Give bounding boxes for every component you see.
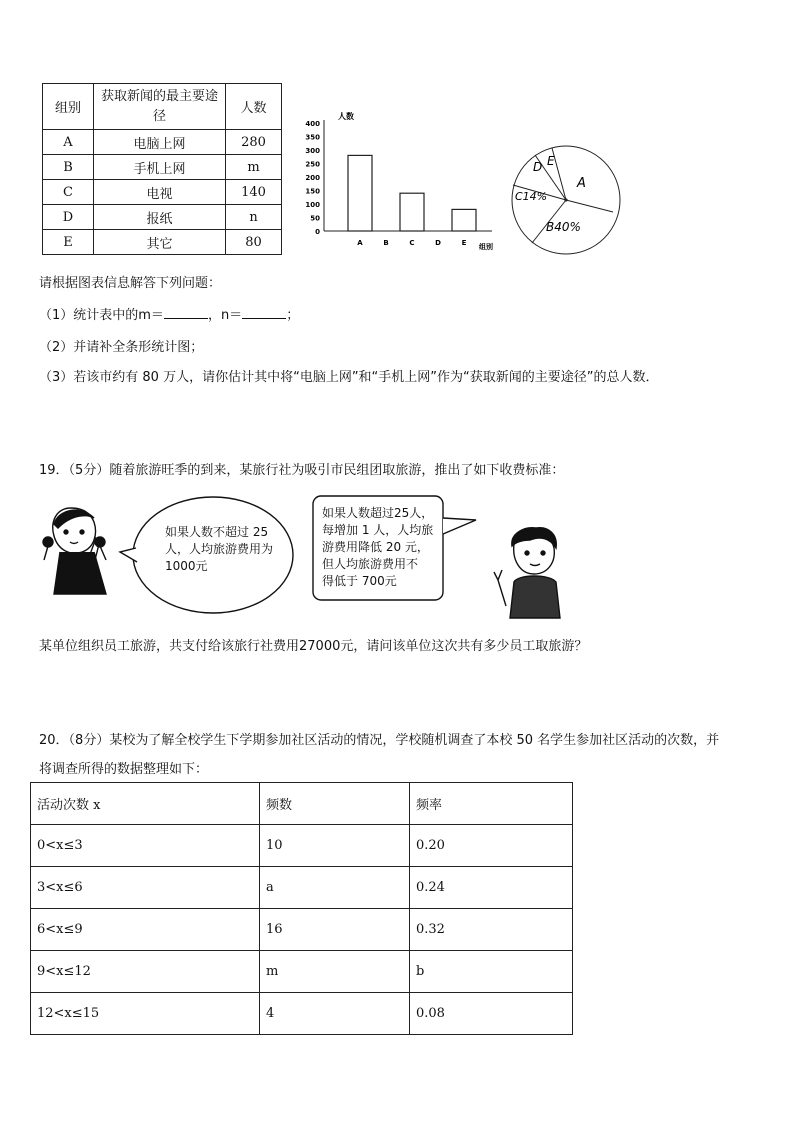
bar-c [400, 193, 424, 231]
table-cell: 其它 [94, 230, 226, 255]
answer-blank-n [242, 307, 286, 319]
table-cell: b [410, 951, 573, 993]
table-row [31, 993, 573, 1035]
table-row [43, 180, 282, 205]
table-cell: 电脑上网 [94, 130, 226, 155]
table-cell: 80 [226, 230, 282, 255]
y-tick-label: 200 [305, 174, 320, 182]
x-tick-label: C [409, 239, 415, 247]
bubble-line: 得低于 700元 [322, 574, 397, 588]
bar-a [348, 155, 372, 231]
pie-label-d: D [533, 160, 543, 174]
bubble-line: 游费用降低 20 元， [322, 540, 429, 554]
x-tick-label: D [435, 239, 441, 247]
q20-title-line2: 将调查所得的数据整理如下： [39, 762, 209, 777]
table-cell: 电视 [94, 180, 226, 205]
table-header-row [31, 783, 573, 825]
y-tick-label: 50 [310, 214, 320, 223]
q19-illustration [36, 490, 566, 625]
table-header-row [43, 84, 282, 130]
bubble-left-text [165, 524, 273, 575]
header-cell: 活动次数 x [31, 783, 260, 825]
y-axis-label: 人数 [338, 112, 354, 121]
header-cell: 频率 [410, 783, 573, 825]
pie-label-b: B40% [546, 220, 581, 234]
table-cell: 140 [226, 180, 282, 205]
y-tick-label: 400 [305, 120, 320, 128]
header-text: 获取新闻的最主要途 [100, 88, 218, 104]
table-row [43, 205, 282, 230]
bubble-line: 每增加 1 人，人均旅 [322, 523, 434, 537]
q19-question: 某单位组织员工旅游，共支付给该旅行社费用27000元，请问该单位这次共有多少员工取旅游？ [39, 639, 588, 654]
q18-part3: （3）若该市约有 80 万人，请你估计其中将“电脑上网”和“手机上网”作为“获取新闻的主要途径”的总人数． [39, 370, 659, 385]
table-cell: 10 [260, 825, 410, 867]
q18-part1-text: ； [286, 308, 300, 323]
bubble-right-text [322, 505, 433, 590]
header-text: 径 [152, 108, 166, 124]
boy-figure-icon [494, 528, 560, 618]
q18-part1-text: ，n＝ [207, 308, 243, 323]
table-cell: B [43, 155, 94, 180]
table-cell: A [43, 130, 94, 155]
table-cell: 0<x≤3 [31, 825, 260, 867]
speech-bubble-tail [443, 518, 476, 534]
q18-part2: （2）并请补全条形统计图； [39, 340, 204, 355]
table-cell: 0.20 [410, 825, 573, 867]
pie-center [564, 198, 567, 201]
table-cell: 3<x≤6 [31, 867, 260, 909]
header-cell: 组别 [43, 84, 94, 130]
x-axis-label: 组别 [479, 243, 493, 251]
pie-label-e: E [547, 154, 555, 168]
bubble-line: 1000元 [165, 559, 208, 573]
y-tick-label: 100 [305, 201, 320, 209]
pie-chart [508, 140, 624, 256]
table-cell: 0.08 [410, 993, 573, 1035]
q19-title: 19．（5分）随着旅游旺季的到来，某旅行社为吸引市民组团取旅游，推出了如下收费标准： [39, 463, 565, 478]
pie-label-a: A [577, 176, 586, 191]
table-cell: a [260, 867, 410, 909]
activity-frequency-table [30, 782, 573, 1035]
news-source-table [42, 83, 282, 255]
table-cell: m [226, 155, 282, 180]
header-cell: 频数 [260, 783, 410, 825]
pie-label-c: C14% [515, 190, 548, 203]
table-cell: 6<x≤9 [31, 909, 260, 951]
girl-figure-icon [43, 508, 106, 594]
bubble-line: 如果人数超过25人， [322, 506, 434, 520]
bar-chart [292, 108, 504, 256]
table-cell: 0.24 [410, 867, 573, 909]
bubble-line: 如果人数不超过 25 [165, 525, 269, 539]
q18-intro: 请根据图表信息解答下列问题： [39, 276, 222, 291]
x-tick-label: E [461, 239, 467, 247]
bubble-line: 但人均旅游费用不 [322, 557, 419, 571]
table-cell: 4 [260, 993, 410, 1035]
header-cell [94, 84, 226, 130]
table-row [31, 951, 573, 993]
table-cell: 16 [260, 909, 410, 951]
y-tick-label: 0 [315, 228, 320, 236]
bar-e [452, 209, 476, 231]
table-cell: m [260, 951, 410, 993]
table-cell: D [43, 205, 94, 230]
x-tick-label: B [383, 239, 389, 247]
table-row [43, 230, 282, 255]
bubble-line: 人，人均旅游费用为 [165, 542, 274, 556]
table-row [31, 825, 573, 867]
table-cell: n [226, 205, 282, 230]
table-row [43, 130, 282, 155]
table-cell: 手机上网 [94, 155, 226, 180]
table-row [31, 909, 573, 951]
table-cell: C [43, 180, 94, 205]
speech-bubble-tail [120, 548, 137, 562]
x-tick-label: A [357, 239, 363, 247]
table-cell: 报纸 [94, 205, 226, 230]
table-cell: 280 [226, 130, 282, 155]
y-tick-label: 150 [305, 187, 320, 196]
y-tick-label: 250 [305, 160, 320, 169]
table-row [31, 867, 573, 909]
table-cell: E [43, 230, 94, 255]
table-row [43, 155, 282, 180]
q18-part1-text: （1）统计表中的m＝ [39, 308, 164, 323]
table-cell: 12<x≤15 [31, 993, 260, 1035]
q18-part1 [39, 304, 299, 323]
answer-blank-m [164, 307, 208, 319]
table-cell: 0.32 [410, 909, 573, 951]
table-cell: 9<x≤12 [31, 951, 260, 993]
y-tick-label: 350 [305, 133, 320, 142]
q20-title-line1: 20．（8分）某校为了解全校学生下学期参加社区活动的情况，学校随机调查了本校 50 名学生参加社区活动的次数，并 [39, 733, 720, 748]
header-cell: 人数 [226, 84, 282, 130]
y-tick-label: 300 [305, 147, 320, 155]
